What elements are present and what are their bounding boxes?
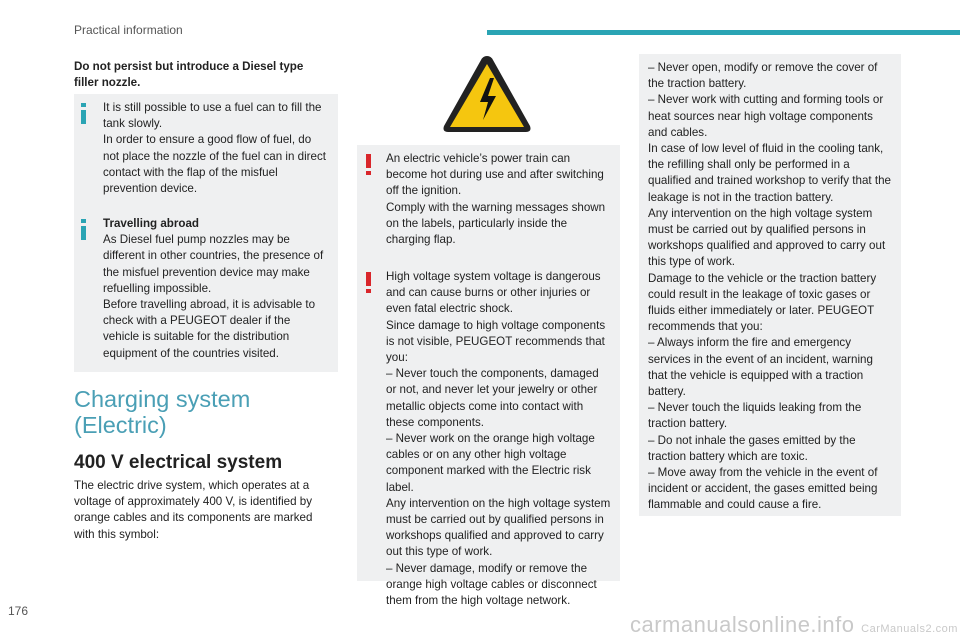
high-voltage-warning-icon — [440, 52, 534, 136]
info-box-travelling-title: Travelling abroad — [103, 217, 199, 230]
warning-icon — [366, 272, 371, 293]
watermark — [630, 612, 958, 638]
header-accent-bar — [487, 30, 960, 35]
info-box-travelling-abroad — [74, 210, 338, 372]
info-icon — [81, 103, 86, 124]
warning-icon — [366, 154, 371, 175]
info-icon — [81, 219, 86, 240]
warning-box-traction-battery — [639, 54, 901, 516]
warning-box-traction-battery-text: – Never open, modify or remove the cover of the traction battery. – Never work with cutting and forming tools or heat sources near high voltage components and cables. In case of low level of fluid in the cooling tank, the refilling shall only be performed in a qualified and trained workshop to verify that the leakage is not in the traction battery. Any intervention on the high voltage system must be carried out by qualified persons in workshops qualified and approved to carry out this type of work. Damage to the vehicle or the traction battery could result in the leakage of toxic gases or fluids either immediately or later. PEUGEOT recommends that you: – Always inform the fire and emergency services in the event of an incident, warning that the vehicle is equipped with a traction battery. – Never touch the liquids leaking from the traction battery. – Do not inhale the gases emitted by the traction battery which are toxic. – Move away from the vehicle in the event of incident or accident, the gases emitted being flammable and could cause a fire. — [648, 61, 891, 512]
warning-box-high-voltage-text: High voltage system voltage is dangerous and can cause burns or other injuries or even fatal electric shock. Since damage to high voltage components is not visible, PEUGEOT recommends that you: – Never touch the components, damaged or not, and never let your jewelry or other metallic objects come into contact with these components. – Never work on the orange high voltage cables or on any other high voltage component marked with the Electric risk label. Any intervention on the high voltage system must be carried out by qualified persons in workshops qualified and approved to carry out this type of work. – Never damage, modify or remove the orange high voltage cables or disconnect them from the high voltage network. — [386, 270, 611, 608]
intro-bold-text: Do not persist but introduce a Diesel type filler nozzle. — [74, 60, 304, 90]
warning-box-high-voltage — [357, 263, 620, 608]
watermark-text: carmanualsonline.info — [630, 612, 855, 637]
warning-box-hot-power-train — [357, 145, 620, 263]
page-number: 176 — [8, 604, 29, 618]
subsection-title: 400 V electrical system — [74, 452, 283, 473]
body-text: The electric drive system, which operates at a voltage of approximately 400 V, is identified by orange cables and its components are marked with this symbol: — [74, 479, 313, 541]
info-box-travelling-text: As Diesel fuel pump nozzles may be different in other countries, the presence of the misfuel prevention device may make refuelling impossible. Before travelling abroad, it is advisable to check with a PEUGEOT dealer if the vehicle is suitable for the distribution equipment of the countries visited. — [103, 233, 324, 360]
info-box-fuel-can — [74, 94, 338, 210]
header-section-title: Practical information — [74, 23, 183, 37]
section-title: Charging system (Electric) — [74, 386, 251, 438]
watermark-subtext: CarManuals2.com — [861, 623, 958, 635]
info-box-fuel-can-text: It is still possible to use a fuel can to fill the tank slowly. In order to ensure a good flow of fuel, do not place the nozzle of the fuel can in direct contact with the flap of the misfuel prevention device. — [103, 101, 326, 196]
warning-box-hot-text: An electric vehicle’s power train can become hot during use and after switching off the ignition. Comply with the warning messages shown on the labels, particularly inside the charging flap. — [386, 152, 606, 247]
